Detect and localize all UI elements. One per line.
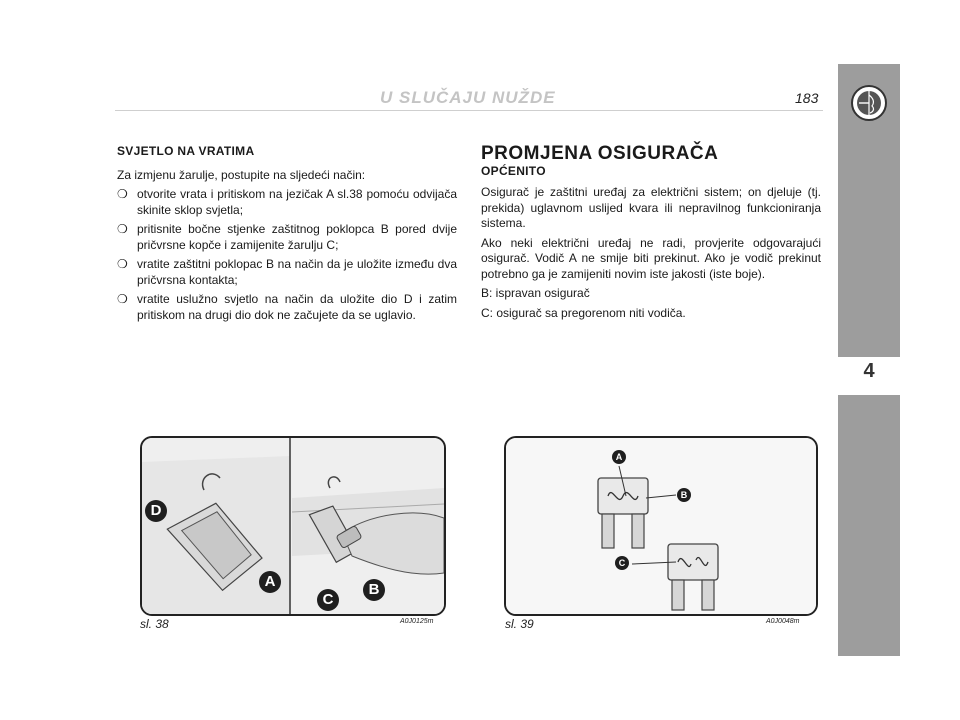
bullet-icon: ❍	[117, 257, 128, 271]
header-title: U SLUČAJU NUŽDE	[380, 88, 556, 107]
callout-c: C	[615, 556, 629, 570]
alfa-romeo-badge-icon	[850, 84, 888, 122]
callout-b: B	[677, 488, 691, 502]
list-item	[117, 292, 457, 323]
section-heading-fuses: PROMJENA OSIGURAČA	[481, 143, 719, 164]
figure-code: A0J0125m	[400, 618, 434, 625]
fuse-illustration	[506, 438, 816, 614]
header-rule	[115, 110, 823, 111]
figure-code: A0J0048m	[766, 618, 800, 625]
list-item	[117, 257, 457, 288]
intro-text: Za izmjenu žarulje, postupite na sljedeći način:	[117, 167, 366, 182]
figure-caption: sl. 38	[140, 617, 169, 631]
paragraph: Ako neki električni uređaj ne radi, provjerite odgovarajući osigurač. Vodič A ne smije biti prekinut. Ako je vodič prekinut potrebno ga je zamijeniti novim iste jakosti (iste boje).	[481, 235, 821, 281]
list-item-text: otvorite vrata i pritiskom na jezičak A sl.38 pomoću odvijača skinite sklop svjetla;	[137, 187, 457, 217]
callout-a: A	[612, 450, 626, 464]
door-light-illustration	[142, 438, 444, 614]
callout-b: B	[363, 579, 385, 601]
list-item-text: pritisnite bočne stjenke zaštitnog poklopca B pored dvije pričvrsne kopče i zamijenite žarulju C;	[137, 222, 457, 252]
bullet-icon: ❍	[117, 222, 128, 236]
steps-list	[117, 187, 457, 323]
left-column	[117, 144, 457, 327]
paragraph: Osigurač je zaštitni uređaj za električni sistem; on djeluje (tj. prekida) uglavnom uslijed kvara ili nepravilnog funkcioniranja sistema.	[481, 185, 821, 230]
figure-caption: sl. 39	[505, 617, 534, 631]
section-heading-door-light: SVJETLO NA VRATIMA	[117, 144, 255, 158]
chapter-number: 4	[863, 360, 875, 382]
list-item-text: vratite uslužno svjetlo na način da uložite dio D i zatim pritiskom na drugi dio dok ne začujete da se uglavio.	[137, 292, 457, 322]
subsection-heading-general: OPĆENITO	[481, 163, 546, 178]
page-number: 183	[795, 90, 819, 106]
bullet-icon: ❍	[117, 187, 128, 201]
list-item	[117, 187, 457, 218]
paragraph: B: ispravan osigurač	[481, 286, 590, 300]
callout-a: A	[259, 571, 281, 593]
figure-door-light	[140, 436, 446, 616]
figure-fuses	[504, 436, 818, 616]
callout-c: C	[317, 589, 339, 611]
right-column	[481, 143, 821, 325]
list-item	[117, 222, 457, 253]
paragraph: C: osigurač sa pregorenom niti vodiča.	[481, 305, 686, 320]
bullet-icon: ❍	[117, 292, 128, 306]
list-item-text: vratite zaštitni poklopac B na način da je uložite između dva pričvrsna kontakta;	[137, 257, 457, 287]
callout-d: D	[145, 500, 167, 522]
